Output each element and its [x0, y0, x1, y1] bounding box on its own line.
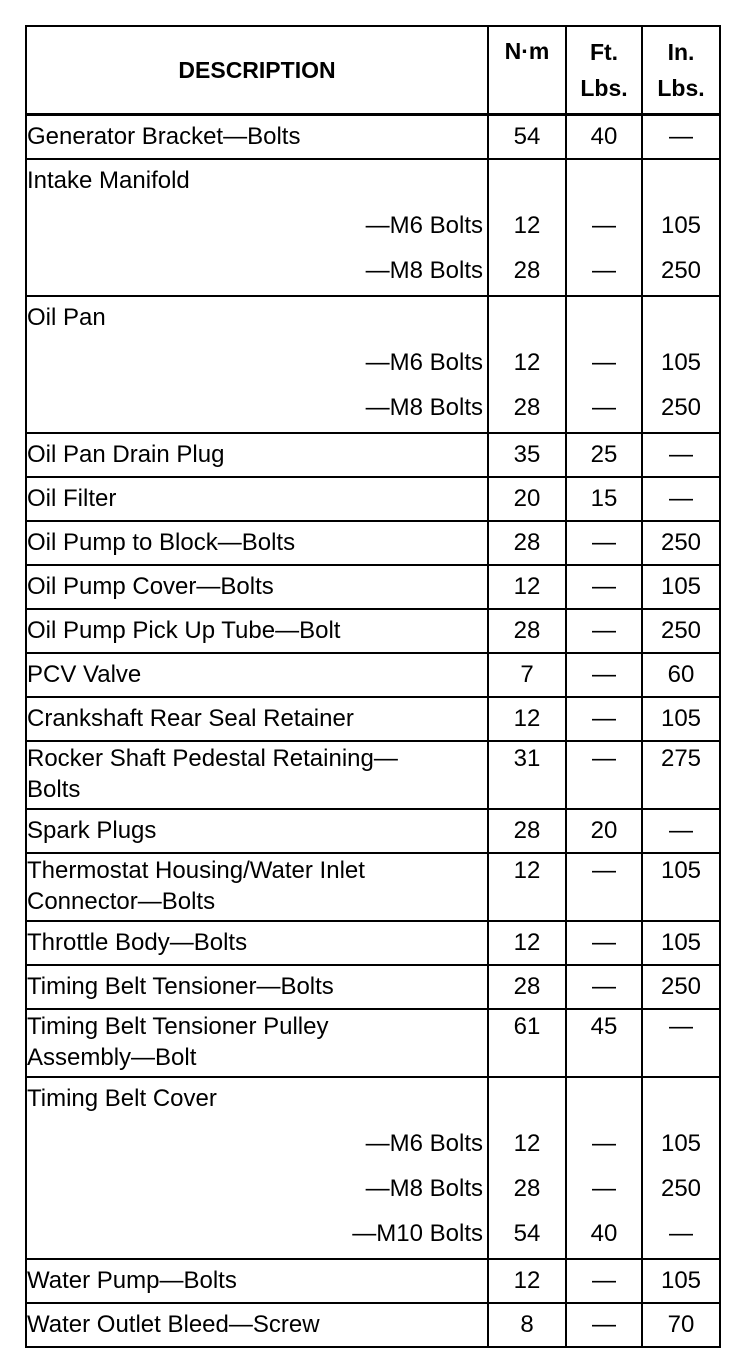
nm-cell-value [489, 297, 565, 342]
nm-cell-value: 12 [513, 212, 541, 239]
description-cell [26, 609, 488, 653]
ft-lbs-cell [566, 697, 642, 741]
ft-lbs-cell [566, 159, 642, 296]
nm-cell [488, 653, 566, 697]
header-nm-label: N·m [504, 38, 550, 64]
item-label: Thermostat Housing/Water Inlet [27, 857, 365, 884]
table-row [26, 159, 720, 296]
nm-cell [488, 697, 566, 741]
item-label: Assembly—Bolt [27, 1044, 197, 1071]
table-row [26, 921, 720, 965]
table-row [26, 433, 720, 477]
ft-lbs-cell [566, 921, 642, 965]
nm-cell-value: 7 [520, 661, 534, 688]
item-label: PCV Valve [27, 661, 142, 688]
in-lbs-cell-value [643, 887, 719, 920]
ft-lbs-cell-value: — [592, 529, 616, 556]
nm-cell-value: 12 [513, 929, 541, 956]
in-lbs-cell-value: — [669, 485, 693, 512]
in-lbs-cell [642, 1077, 720, 1259]
sub-item-label: —M8 Bolts [365, 1175, 483, 1202]
nm-cell-value: 12 [513, 1130, 541, 1157]
nm-cell-value: 28 [513, 973, 541, 1000]
in-lbs-cell-value: 250 [660, 394, 702, 421]
nm-cell-value: 12 [513, 857, 541, 884]
item-label: Generator Bracket—Bolts [27, 123, 301, 150]
item-label: Rocker Shaft Pedestal Retaining— [27, 745, 398, 772]
in-lbs-cell-value: 250 [660, 529, 702, 556]
nm-cell [488, 609, 566, 653]
description-cell [26, 115, 488, 160]
item-label: Connector—Bolts [27, 888, 216, 915]
ft-lbs-cell [566, 565, 642, 609]
description-cell [26, 433, 488, 477]
ft-lbs-cell-value: — [592, 573, 616, 600]
ft-lbs-cell [566, 1303, 642, 1347]
in-lbs-cell-value: — [669, 123, 693, 150]
item-label: Crankshaft Rear Seal Retainer [27, 705, 354, 732]
sub-item-label: —M10 Bolts [352, 1220, 483, 1247]
ft-lbs-cell-value: — [592, 212, 616, 239]
header-ft-lbs [566, 26, 642, 115]
item-label: Bolts [27, 776, 81, 803]
in-lbs-cell [642, 965, 720, 1009]
header-in-lbs [642, 26, 720, 115]
nm-cell [488, 477, 566, 521]
ft-lbs-cell-value: — [592, 745, 616, 772]
table-row [26, 1009, 720, 1077]
ft-lbs-cell-value [567, 160, 641, 205]
description-cell [26, 1077, 488, 1259]
table-row [26, 741, 720, 809]
in-lbs-cell-value: 70 [667, 1311, 695, 1338]
in-lbs-cell [642, 809, 720, 853]
item-label: Oil Pump Pick Up Tube—Bolt [27, 617, 341, 644]
item-label: Throttle Body—Bolts [27, 929, 248, 956]
nm-cell-value: 31 [513, 745, 541, 772]
nm-cell-value: 12 [513, 705, 541, 732]
nm-cell-value: 28 [513, 394, 541, 421]
ft-lbs-cell-value: 45 [590, 1013, 618, 1040]
nm-cell-value [489, 1078, 565, 1123]
item-label: Spark Plugs [27, 817, 157, 844]
sub-item-label: —M8 Bolts [365, 394, 483, 421]
ft-lbs-cell [566, 741, 642, 809]
item-label: Oil Pump to Block—Bolts [27, 529, 296, 556]
header-row [26, 26, 720, 115]
in-lbs-cell-value [643, 775, 719, 808]
in-lbs-cell [642, 1259, 720, 1303]
item-label: Intake Manifold [27, 167, 190, 194]
in-lbs-cell [642, 521, 720, 565]
in-lbs-cell-value: 275 [660, 745, 702, 772]
ft-lbs-cell [566, 1009, 642, 1077]
nm-cell [488, 433, 566, 477]
item-label: Oil Pan Drain Plug [27, 441, 225, 468]
ft-lbs-cell-value: — [592, 1130, 616, 1157]
ft-lbs-cell-value: — [592, 1267, 616, 1294]
nm-cell [488, 1259, 566, 1303]
ft-lbs-cell-value: — [592, 617, 616, 644]
header-nm [488, 26, 566, 115]
in-lbs-cell-value [643, 160, 719, 205]
in-lbs-cell-value: — [669, 817, 693, 844]
in-lbs-cell [642, 477, 720, 521]
description-cell [26, 159, 488, 296]
ft-lbs-cell [566, 1259, 642, 1303]
in-lbs-cell-value [643, 297, 719, 342]
table-row [26, 1259, 720, 1303]
nm-cell-value: 35 [513, 441, 541, 468]
table-row [26, 296, 720, 433]
sub-item-label: —M6 Bolts [365, 212, 483, 239]
item-label: Oil Pan [27, 304, 106, 331]
nm-cell [488, 115, 566, 160]
nm-cell-value: 20 [513, 485, 541, 512]
item-label: Timing Belt Tensioner Pulley [27, 1013, 329, 1040]
in-lbs-cell [642, 921, 720, 965]
table-row [26, 1077, 720, 1259]
in-lbs-cell-value: 105 [660, 857, 702, 884]
sub-item-label: —M6 Bolts [365, 349, 483, 376]
table-row [26, 609, 720, 653]
in-lbs-cell-value: 105 [660, 1267, 702, 1294]
ft-lbs-cell-value: — [592, 857, 616, 884]
table-row [26, 521, 720, 565]
item-label: Water Outlet Bleed—Screw [27, 1311, 320, 1338]
table-row [26, 653, 720, 697]
ft-lbs-cell-value: 25 [590, 441, 618, 468]
nm-cell [488, 1009, 566, 1077]
nm-cell [488, 1303, 566, 1347]
in-lbs-cell-value [643, 1043, 719, 1076]
in-lbs-cell-value: — [669, 441, 693, 468]
ft-lbs-cell [566, 296, 642, 433]
description-cell [26, 1259, 488, 1303]
header-ft-line2: Lbs. [580, 75, 628, 101]
ft-lbs-cell [566, 115, 642, 160]
nm-cell [488, 965, 566, 1009]
nm-cell [488, 565, 566, 609]
nm-cell-value: 12 [513, 349, 541, 376]
in-lbs-cell-value: — [669, 1013, 693, 1040]
in-lbs-cell [642, 1009, 720, 1077]
table-row [26, 809, 720, 853]
description-cell [26, 853, 488, 921]
nm-cell-value: 28 [513, 817, 541, 844]
nm-cell-value: 12 [513, 573, 541, 600]
ft-lbs-cell [566, 653, 642, 697]
ft-lbs-cell-value [567, 887, 641, 920]
nm-cell-value: 61 [513, 1013, 541, 1040]
in-lbs-cell [642, 697, 720, 741]
table-row [26, 697, 720, 741]
nm-cell-value: 28 [513, 1175, 541, 1202]
in-lbs-cell-value: 250 [660, 257, 702, 284]
item-label: Timing Belt Cover [27, 1085, 217, 1112]
table-row [26, 477, 720, 521]
ft-lbs-cell-value: — [592, 929, 616, 956]
in-lbs-cell-value: 105 [660, 705, 702, 732]
nm-cell [488, 159, 566, 296]
nm-cell [488, 741, 566, 809]
in-lbs-cell-value: 250 [660, 1175, 702, 1202]
ft-lbs-cell-value [567, 297, 641, 342]
ft-lbs-cell [566, 853, 642, 921]
item-label: Oil Filter [27, 485, 117, 512]
nm-cell-value: 8 [520, 1311, 534, 1338]
ft-lbs-cell-value: — [592, 349, 616, 376]
sub-item-label: —M8 Bolts [365, 257, 483, 284]
in-lbs-cell [642, 653, 720, 697]
ft-lbs-cell-value: 40 [590, 1220, 618, 1247]
description-cell [26, 296, 488, 433]
in-lbs-cell-value [643, 1078, 719, 1123]
in-lbs-cell-value: 250 [660, 973, 702, 1000]
in-lbs-cell [642, 609, 720, 653]
ft-lbs-cell [566, 477, 642, 521]
nm-cell-value: 28 [513, 529, 541, 556]
nm-cell-value [489, 775, 565, 808]
ft-lbs-cell-value: 40 [590, 123, 618, 150]
ft-lbs-cell [566, 1077, 642, 1259]
in-lbs-cell-value: 105 [660, 573, 702, 600]
nm-cell-value [489, 1043, 565, 1076]
description-cell [26, 521, 488, 565]
in-lbs-cell [642, 1303, 720, 1347]
description-cell [26, 1009, 488, 1077]
description-cell [26, 921, 488, 965]
nm-cell-value: 12 [513, 1267, 541, 1294]
sub-item-label: —M6 Bolts [365, 1130, 483, 1157]
nm-cell [488, 809, 566, 853]
ft-lbs-cell [566, 965, 642, 1009]
in-lbs-cell-value: 105 [660, 1130, 702, 1157]
table-row [26, 115, 720, 160]
header-in-line1: In. [667, 39, 695, 65]
item-label: Timing Belt Tensioner—Bolts [27, 973, 334, 1000]
torque-specification-table [25, 25, 721, 1348]
in-lbs-cell [642, 115, 720, 160]
in-lbs-cell [642, 741, 720, 809]
header-in-line2: Lbs. [657, 75, 705, 101]
nm-cell-value: 28 [513, 257, 541, 284]
nm-cell-value [489, 887, 565, 920]
description-cell [26, 565, 488, 609]
in-lbs-cell-value: 250 [660, 617, 702, 644]
item-label: Water Pump—Bolts [27, 1267, 237, 1294]
nm-cell [488, 921, 566, 965]
nm-cell [488, 853, 566, 921]
table-body [26, 115, 720, 1348]
nm-cell-value [489, 160, 565, 205]
ft-lbs-cell-value: — [592, 394, 616, 421]
nm-cell-value: 54 [513, 123, 541, 150]
ft-lbs-cell-value [567, 1043, 641, 1076]
in-lbs-cell [642, 433, 720, 477]
table-row [26, 565, 720, 609]
description-cell [26, 697, 488, 741]
ft-lbs-cell [566, 809, 642, 853]
ft-lbs-cell-value: — [592, 973, 616, 1000]
ft-lbs-cell-value: — [592, 1175, 616, 1202]
in-lbs-cell [642, 853, 720, 921]
ft-lbs-cell-value: — [592, 705, 616, 732]
ft-lbs-cell-value [567, 1078, 641, 1123]
ft-lbs-cell-value [567, 775, 641, 808]
table-row [26, 965, 720, 1009]
description-cell [26, 965, 488, 1009]
description-cell [26, 477, 488, 521]
ft-lbs-cell-value: 15 [590, 485, 618, 512]
description-cell [26, 809, 488, 853]
nm-cell [488, 521, 566, 565]
ft-lbs-cell [566, 433, 642, 477]
in-lbs-cell-value: 105 [660, 929, 702, 956]
in-lbs-cell-value: — [669, 1220, 693, 1247]
in-lbs-cell-value: 105 [660, 349, 702, 376]
ft-lbs-cell [566, 609, 642, 653]
nm-cell-value: 54 [513, 1220, 541, 1247]
header-ft-line1: Ft. [589, 39, 619, 65]
ft-lbs-cell-value: 20 [590, 817, 618, 844]
in-lbs-cell-value: 60 [667, 661, 695, 688]
in-lbs-cell-value: 105 [660, 212, 702, 239]
nm-cell [488, 296, 566, 433]
in-lbs-cell [642, 565, 720, 609]
nm-cell [488, 1077, 566, 1259]
in-lbs-cell [642, 296, 720, 433]
description-cell [26, 1303, 488, 1347]
ft-lbs-cell-value: — [592, 257, 616, 284]
description-cell [26, 741, 488, 809]
table-row [26, 853, 720, 921]
nm-cell-value: 28 [513, 617, 541, 644]
header-description: DESCRIPTION [26, 26, 488, 115]
table-row [26, 1303, 720, 1347]
item-label: Oil Pump Cover—Bolts [27, 573, 274, 600]
ft-lbs-cell-value: — [592, 661, 616, 688]
description-cell [26, 653, 488, 697]
ft-lbs-cell-value: — [592, 1311, 616, 1338]
in-lbs-cell [642, 159, 720, 296]
ft-lbs-cell [566, 521, 642, 565]
